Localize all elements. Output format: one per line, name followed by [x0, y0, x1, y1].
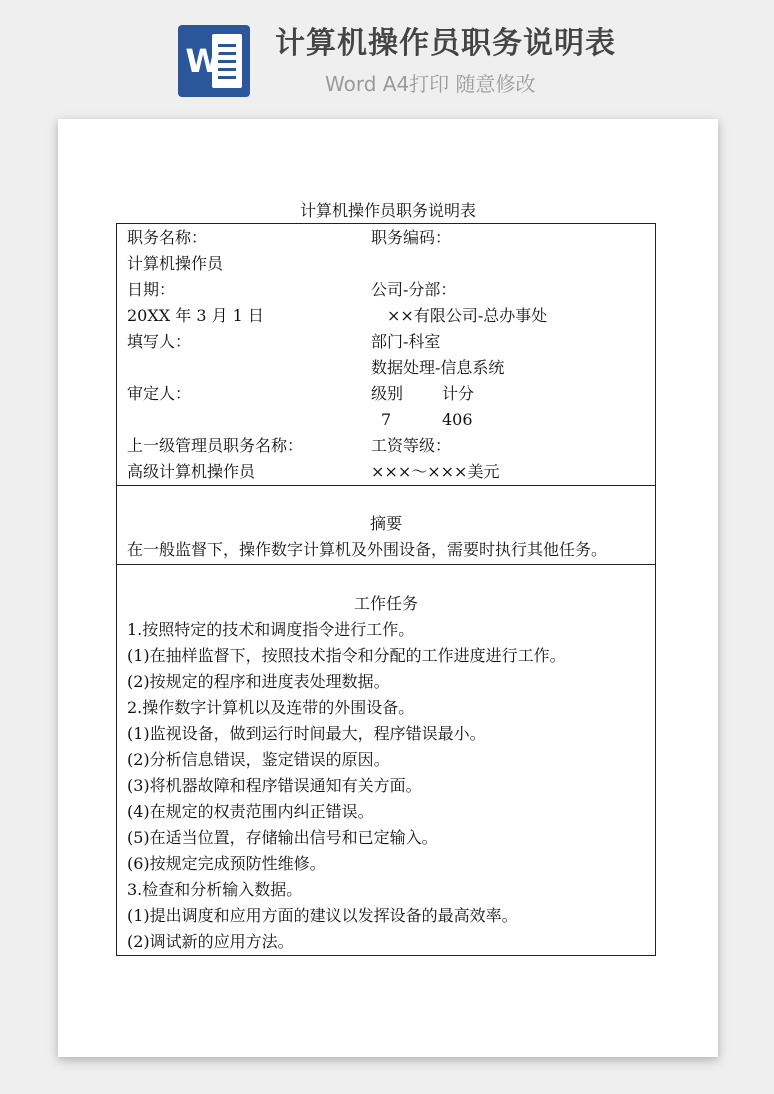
info-right-4: 部门-科室	[371, 332, 441, 351]
task-item: (4)在规定的权责范围内纠正错误。	[127, 802, 374, 821]
task-item: 1.按照特定的技术和调度指令进行工作。	[127, 620, 415, 639]
info-left-9: 高级计算机操作员	[127, 462, 256, 481]
page-header	[0, 0, 774, 110]
info-right-2: 公司-分部：	[371, 280, 457, 299]
info-right-3: ××有限公司-总办事处	[387, 306, 548, 325]
word-icon-letter: W	[185, 42, 221, 80]
task-item: (2)分析信息错误，鉴定错误的原因。	[127, 750, 390, 769]
info-left-1: 计算机操作员	[127, 254, 224, 273]
header-subtitle: Word A4打印 随意修改	[325, 72, 536, 96]
info-right-9: ×××～×××美元	[371, 462, 500, 481]
task-item: (6)按规定完成预防性维修。	[127, 854, 326, 873]
grade-label: 级别	[371, 384, 404, 403]
info-left-0: 职务名称：	[127, 228, 208, 247]
info-section	[117, 224, 655, 484]
task-item: (1)监视设备，做到运行时间最大，程序错误最小。	[127, 724, 486, 743]
document-page	[58, 119, 718, 1057]
score-value: 406	[442, 410, 473, 429]
score-label: 计分	[442, 384, 475, 403]
info-left-6: 审定人：	[127, 384, 192, 403]
info-left-4: 填写人：	[127, 332, 192, 351]
info-right-5: 数据处理-信息系统	[371, 358, 505, 377]
grade-value: 7	[381, 410, 392, 429]
summary-text: 在一般监督下，操作数字计算机及外围设备，需要时执行其他任务。	[127, 540, 608, 559]
task-item: (1)提出调度和应用方面的建议以发挥设备的最高效率。	[127, 906, 518, 925]
task-item: (1)在抽样监督下，按照技术指令和分配的工作进度进行工作。	[127, 646, 566, 665]
task-item: (5)在适当位置，存储输出信号和已定输入。	[127, 828, 438, 847]
task-item: (2)调试新的应用方法。	[127, 932, 294, 951]
document-title: 计算机操作员职务说明表	[299, 201, 476, 220]
summary-heading: 摘要	[369, 514, 402, 533]
header-title: 计算机操作员职务说明表	[275, 26, 616, 61]
info-left-8: 上一级管理员职务名称：	[127, 436, 304, 455]
watermark	[91, 681, 105, 701]
task-item: 3.检查和分析输入数据。	[127, 880, 303, 899]
task-item: (2)按规定的程序和进度表处理数据。	[127, 672, 390, 691]
summary-section	[117, 486, 655, 564]
info-left-2: 日期：	[127, 280, 176, 299]
task-item: (3)将机器故障和程序错误通知有关方面。	[127, 776, 422, 795]
tasks-section	[117, 565, 655, 955]
info-right-0: 职务编码：	[371, 228, 452, 247]
word-doc-icon	[178, 25, 250, 97]
tasks-heading: 工作任务	[353, 594, 418, 613]
info-right-8: 工资等级：	[371, 436, 452, 455]
task-item: 2.操作数字计算机以及连带的外围设备。	[127, 698, 415, 717]
info-left-3: 20XX 年 3 月 1 日	[127, 306, 264, 325]
job-description-table	[116, 223, 656, 956]
